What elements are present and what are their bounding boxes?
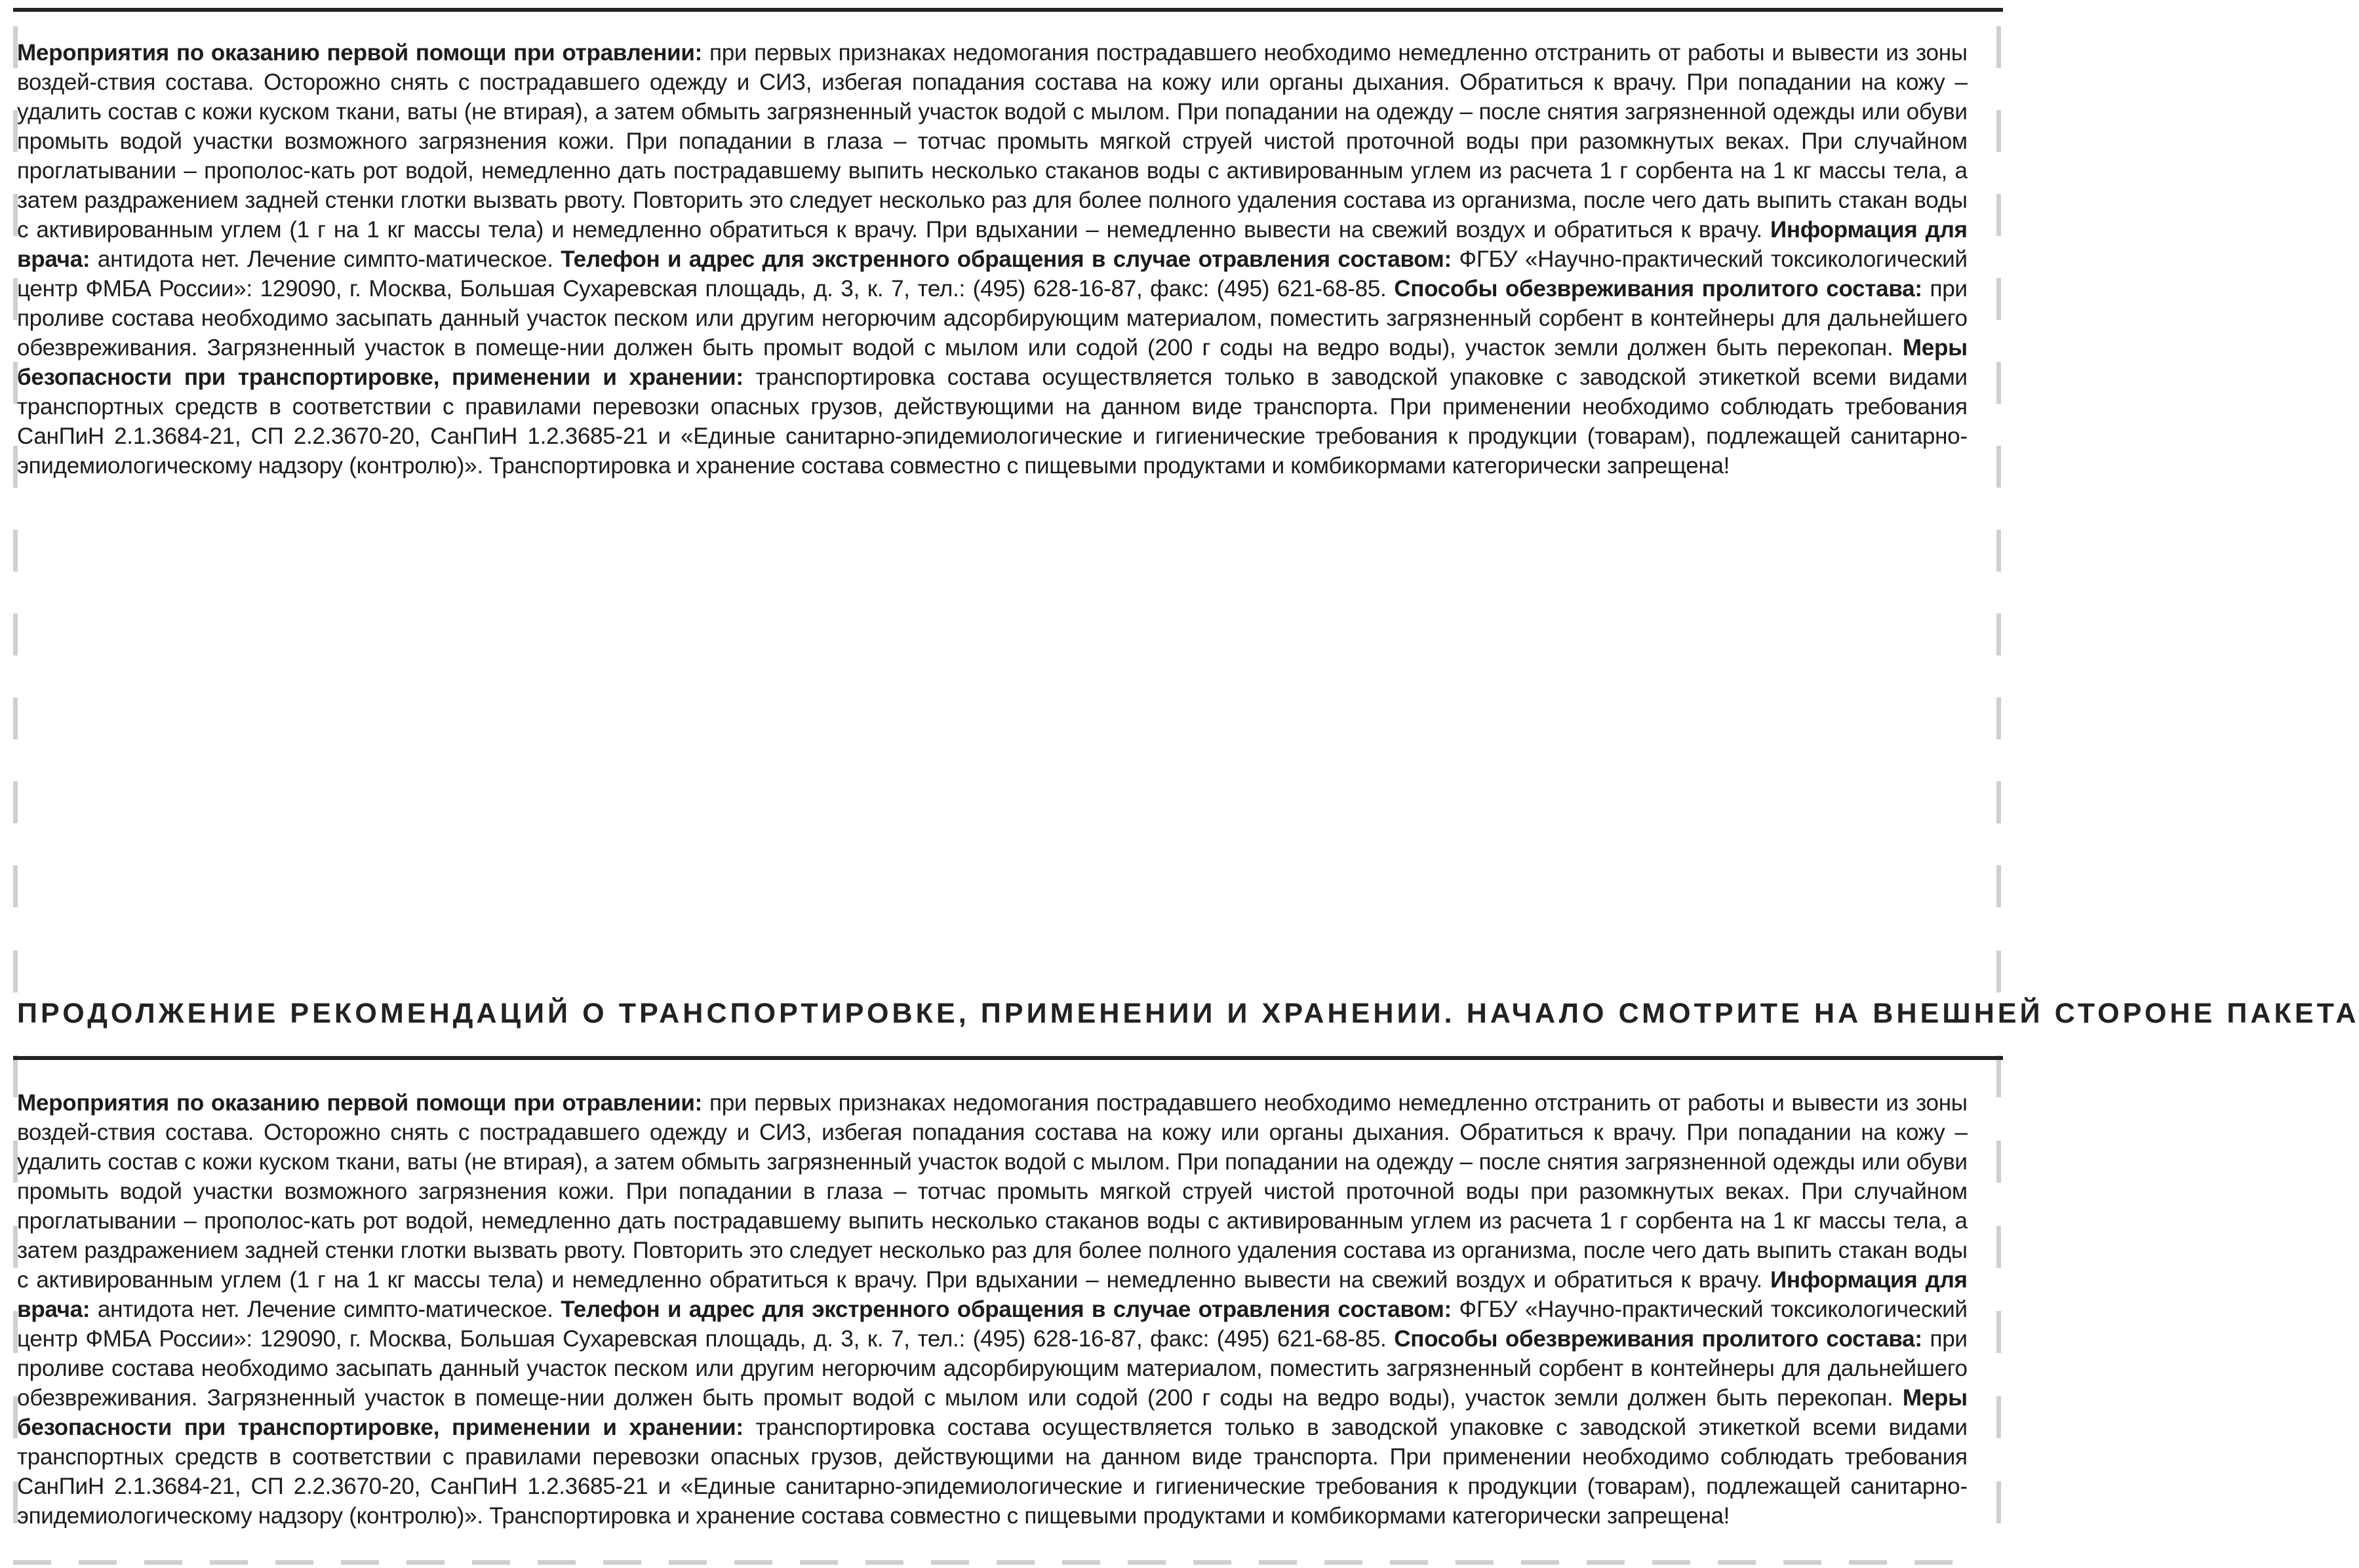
cut-line-dash — [1996, 194, 2001, 236]
safety-measures-text: транспортировка состава осуществляется только в заводской упаковке с заводской этикеткой всеми видами транспортных средств в соответствии с правилами перевозки опасных грузов, действующими на данном виде транспорта. При применении необходимо соблюдать требования СанПиН 2.1.3684-21, СП 2.2.3670-20, СанПиН 1.2.3685-21 и «Единые санитарно-эпидемиологические и гигиенические требования к продукции (товарам), подлежащей санитарно-эпидемиологическому надзору (контролю)». Транспортировка и хранение состава совместно с пищевыми продуктами и комбикормами категорически запрещена! — [17, 1414, 1968, 1529]
cut-line-dash — [538, 1560, 576, 1565]
cut-line-dash — [997, 1560, 1035, 1565]
bottom-cut-line — [13, 1560, 2003, 1565]
decontamination-text: при проливе состава необходимо засыпать данный участок песком или другим негорючим адсорбирующим материалом, поместить загрязненный сорбент в контейнеры для дальнейшего обезвреживания. Загрязненный участок в помеще-нии должен быть промыт водой с мылом или содой (200 г соды на ведро воды), участок земли должен быть перекопан. — [17, 1325, 1968, 1411]
decontamination-text: при проливе состава необходимо засыпать данный участок песком или другим негорючим адсорбирующим материалом, поместить загрязненный сорбент в контейнеры для дальнейшего обезвреживания. Загрязненный участок в помеще-нии должен быть промыт водой с мылом или содой (200 г соды на ведро воды), участок земли должен быть перекопан. — [17, 275, 1968, 361]
safety-measures-text: транспортировка состава осуществляется только в заводской упаковке с заводской этикеткой всеми видами транспортных средств в соответствии с правилами перевозки опасных грузов, действующими на данном виде транспорта. При применении необходимо соблюдать требования СанПиН 2.1.3684-21, СП 2.2.3670-20, СанПиН 1.2.3685-21 и «Единые санитарно-эпидемиологические и гигиенические требования к продукции (товарам), подлежащей санитарно-эпидемиологическому надзору (контролю)». Транспортировка и хранение состава совместно с пищевыми продуктами и комбикормами категорически запрещена! — [17, 364, 1968, 479]
cut-line-dash — [1996, 446, 2001, 488]
cut-line-dash — [1996, 362, 2001, 404]
emergency-contact-text: ФГБУ «Научно-практический токсикологический центр ФМБА России»: 129090, г. Москва, Большая Сухаревская площадь, д. 3, к. 7, тел.: (495) 628-16-87, факс: (495) 621-68-85. — [17, 246, 1968, 302]
cut-line-dash — [1996, 951, 2001, 992]
cut-line-dash — [1996, 781, 2001, 823]
cut-line-dash — [1996, 1055, 2001, 1097]
emergency-contact-heading: Телефон и адрес для экстренного обращения в случае отравления составом: — [561, 1296, 1452, 1322]
cut-line-dash — [1652, 1560, 1690, 1565]
emergency-contact-text: ФГБУ «Научно-практический токсикологический центр ФМБА России»: 129090, г. Москва, Большая Сухаревская площадь, д. 3, к. 7, тел.: (495) 628-16-87, факс: (495) 621-68-85. — [17, 1296, 1968, 1352]
cut-line-dash — [13, 614, 18, 656]
cut-line-dash — [79, 1560, 117, 1565]
cut-line-dash — [1324, 1560, 1362, 1565]
safety-text-block-1 — [17, 38, 1968, 480]
cut-line-dash — [1996, 278, 2001, 320]
cut-line-dash — [1996, 1481, 2001, 1523]
first-aid-heading: Мероприятия по оказанию первой помощи при отравлении: — [17, 1089, 703, 1116]
cut-line-dash — [13, 530, 18, 572]
cut-line-dash — [1128, 1560, 1166, 1565]
cut-line-dash — [1259, 1560, 1297, 1565]
cut-line-dash — [1193, 1560, 1231, 1565]
top-rule — [13, 8, 2003, 12]
cut-line-dash — [1914, 1560, 1953, 1565]
cut-line-dash — [472, 1560, 510, 1565]
cut-line-dash — [1996, 865, 2001, 907]
cut-line-dash — [1996, 530, 2001, 572]
doctor-info-heading: Информация для врача: — [17, 1266, 1968, 1322]
cut-line-dash — [1062, 1560, 1100, 1565]
first-aid-text: при первых признаках недомогания пострадавшего необходимо немедленно отстранить от работы и вывести из зоны воздей-ствия состава. Осторожно снять с пострадавшего одежду и СИЗ, избегая попадания состава на кожу или органы дыхания. Обратиться к врачу. При попадании на кожу – удалить состав с кожи куском ткани, ваты (не втирая), а затем обмыть загрязненный участок водой с мылом. При попадании на одежду – после снятия загрязненной одежды или обуви промыть водой участки возможного загрязнения кожи. При попадании в глаза – тотчас промыть мягкой струей чистой проточной воды при разомкнутых веках. При случайном проглатывании – прополос-кать рот водой, немедленно дать пострадавшему выпить несколько стаканов воды с активированным углем из расчета 1 г сорбента на 1 кг массы тела, а затем раздражением задней стенки глотки вызвать рвоту. Повторить это следует несколько раз для более полного удаления состава из организма, после чего дать выпить стакан воды с активированным углем (1 г на 1 кг массы тела) и немедленно обратиться к врачу. При вдыхании – немедленно вывести на свежий воздух и обратиться к врачу. — [17, 1089, 1968, 1293]
safety-measures-heading: Меры безопасности при транспортировке, применении и хранении: — [17, 334, 1968, 390]
cut-line-dash — [1996, 1226, 2001, 1268]
cut-line-dash — [13, 865, 18, 907]
cut-line-dash — [13, 697, 18, 739]
cut-line-dash — [1390, 1560, 1428, 1565]
decontamination-heading: Способы обезвреживания пролитого состава: — [1394, 275, 1922, 302]
cut-line-dash — [1783, 1560, 1821, 1565]
doctor-info-heading: Информация для врача: — [17, 216, 1968, 272]
cut-line-dash — [1587, 1560, 1625, 1565]
first-aid-heading: Мероприятия по оказанию первой помощи при отравлении: — [17, 39, 703, 66]
first-aid-text: при первых признаках недомогания пострадавшего необходимо немедленно отстранить от работы и вывести из зоны воздей-ствия состава. Осторожно снять с пострадавшего одежду и СИЗ, избегая попадания состава на кожу или органы дыхания. Обратиться к врачу. При попадании на кожу – удалить состав с кожи куском ткани, ваты (не втирая), а затем обмыть загрязненный участок водой с мылом. При попадании на одежду – после снятия загрязненной одежды или обуви промыть водой участки возможного загрязнения кожи. При попадании в глаза – тотчас промыть мягкой струей чистой проточной воды при разомкнутых веках. При случайном проглатывании – прополос-кать рот водой, немедленно дать пострадавшему выпить несколько стаканов воды с активированным углем из расчета 1 г сорбента на 1 кг массы тела, а затем раздражением задней стенки глотки вызвать рвоту. Повторить это следует несколько раз для более полного удаления состава из организма, после чего дать выпить стакан воды с активированным углем (1 г на 1 кг массы тела) и немедленно обратиться к врачу. При вдыхании – немедленно вывести на свежий воздух и обратиться к врачу. — [17, 39, 1968, 243]
decontamination-heading: Способы обезвреживания пролитого состава: — [1394, 1325, 1922, 1352]
cut-line-dash — [1996, 110, 2001, 152]
cut-line-dash — [406, 1560, 445, 1565]
emergency-contact-heading: Телефон и адрес для экстренного обращения в случае отравления составом: — [561, 246, 1452, 272]
cut-line-dash — [144, 1560, 182, 1565]
doctor-info-text: антидота нет. Лечение симпто-матическое. — [97, 1296, 553, 1322]
cut-line-dash — [1996, 1396, 2001, 1438]
doctor-info-text: антидота нет. Лечение симпто-матическое. — [97, 246, 553, 272]
cut-line-dash — [210, 1560, 248, 1565]
safety-measures-heading: Меры безопасности при транспортировке, применении и хранении: — [17, 1384, 1968, 1440]
cut-line-dash — [931, 1560, 969, 1565]
cut-line-dash — [13, 951, 18, 992]
cut-line-dash — [1996, 26, 2001, 68]
cut-line-dash — [275, 1560, 313, 1565]
cut-line-dash — [734, 1560, 772, 1565]
cut-line-dash — [13, 1560, 51, 1565]
cut-line-dash — [800, 1560, 838, 1565]
section-heading: ПРОДОЛЖЕНИЕ РЕКОМЕНДАЦИЙ О ТРАНСПОРТИРОВКЕ, ПРИМЕНЕНИИ И ХРАНЕНИИ. НАЧАЛО СМОТРИТЕ НА ВНЕШНЕЙ СТОРОНЕ ПАКЕТА — [17, 998, 2359, 1029]
cut-line-dash — [1996, 614, 2001, 656]
cut-line-dash — [1718, 1560, 1756, 1565]
cut-line-dash — [13, 781, 18, 823]
cut-line-dash — [865, 1560, 903, 1565]
cut-line-dash — [603, 1560, 641, 1565]
cut-line-dash — [1996, 1311, 2001, 1353]
cut-line-dash — [341, 1560, 379, 1565]
cut-line-dash — [1996, 1141, 2001, 1183]
right-cut-line — [1996, 0, 2001, 1568]
cut-line-dash — [1456, 1560, 1494, 1565]
cut-line-dash — [1849, 1560, 1887, 1565]
cut-line-dash — [1996, 697, 2001, 739]
cut-line-dash — [669, 1560, 707, 1565]
section-rule — [13, 1056, 2003, 1060]
safety-text-block-2 — [17, 1088, 1968, 1531]
cut-line-dash — [1521, 1560, 1559, 1565]
